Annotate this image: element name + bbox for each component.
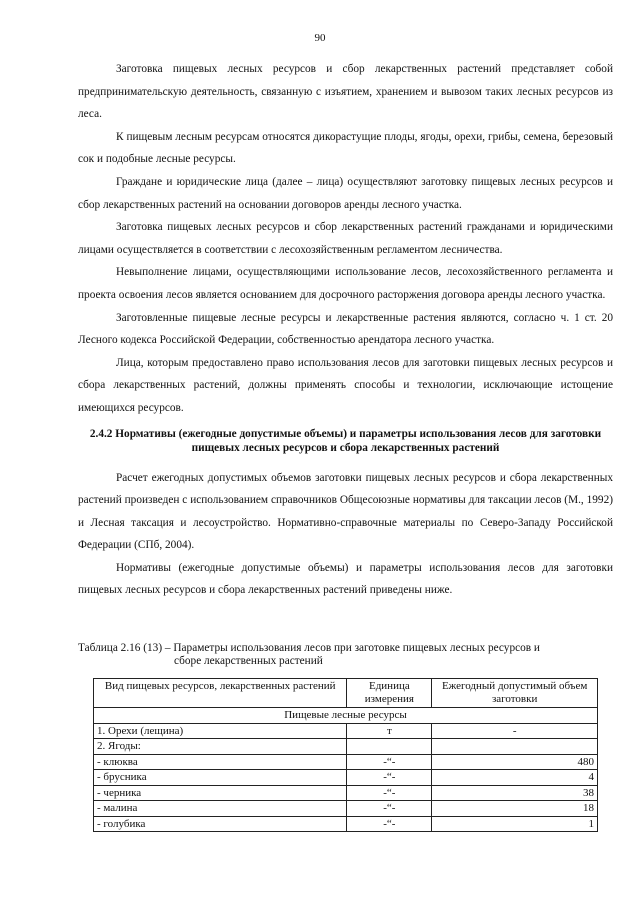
paragraph-harvesting-definition: Заготовка пищевых лесных ресурсов и сбор лекарственных растений представляет собой предпринимательскую деятельность, связанную с изъятием, хранением и вывозом таких лесных ресурсов из леса. — [78, 63, 613, 121]
cell-resource-name: - малина — [94, 801, 347, 817]
parameters-table — [93, 678, 598, 832]
section-heading: 2.4.2 Нормативы (ежегодные допустимые объемы) и параметры использования лесов для заготовки пищевых лесных ресурсов и сбора лекарственных растений — [89, 427, 602, 454]
table-row — [94, 816, 598, 832]
table-row — [94, 770, 598, 786]
cell-unit: -“- — [347, 754, 432, 770]
cell-volume: - — [432, 723, 598, 739]
cell-volume: 4 — [432, 770, 598, 786]
paragraph-non-compliance: Невыполнение лицами, осуществляющими использование лесов, лесохозяйственного регламента и проекта освоения лесов является основанием для досрочного расторжения договора аренды лесного участка. — [78, 266, 613, 301]
table-header-row — [94, 679, 598, 708]
cell-unit: -“- — [347, 770, 432, 786]
header-resource-type: Вид пищевых ресурсов, лекарственных растений — [94, 679, 347, 708]
table-row — [94, 801, 598, 817]
paragraph-citizens-and-entities: Граждане и юридические лица (далее – лица) осуществляют заготовку пищевых лесных ресурсов и сбор лекарственных растений на основании договоров аренды лесного участка. — [78, 175, 613, 211]
cell-resource-name: - голубика — [94, 816, 347, 832]
table-row — [94, 739, 598, 755]
cell-unit: -“- — [347, 816, 432, 832]
paragraph-ownership: Заготовленные пищевые лесные ресурсы и лекарственные растения являются, согласно ч. 1 ст. 20 Лесного кодекса Российской Федерации, собственностью арендатора лесного участка. — [78, 311, 613, 347]
cell-resource-name: - брусника — [94, 770, 347, 786]
table-caption-line-1: Таблица 2.16 (13) – Параметры использования лесов при заготовке пищевых лесных ресурсов и — [78, 642, 540, 654]
cell-volume — [432, 739, 598, 755]
table-row — [94, 754, 598, 770]
cell-resource-name: 2. Ягоды: — [94, 739, 347, 755]
cell-unit: т — [347, 723, 432, 739]
paragraph-sustainable-methods: Лица, которым предоставлено право использования лесов для заготовки пищевых лесных ресурсов и сбора лекарственных растений, должны применять способы и технологии, исключающие истощение имеющихся ресурсов. — [78, 356, 613, 414]
cell-volume: 1 — [432, 816, 598, 832]
cell-volume: 480 — [432, 754, 598, 770]
table-row — [94, 723, 598, 739]
cell-unit: -“- — [347, 801, 432, 817]
paragraph-calculation-sources: Расчет ежегодных допустимых объемов заготовки пищевых лесных ресурсов и сбора лекарственных растений произведен с использованием справочников Общесоюзные нормативы для таксации лесов (М., 1992) и Лесная таксация и лесоустройство. Нормативно-справочные материалы по Северо-Западу Российской Федерации (СПб, 2004). — [78, 471, 613, 552]
paragraph-regulation-compliance: Заготовка пищевых лесных ресурсов и сбор лекарственных растений гражданами и юридическими лицами осуществляется в соответствии с лесохозяйственным регламентом лесничества. — [78, 221, 613, 256]
header-unit: Единица измерения — [347, 679, 432, 708]
cell-resource-name: 1. Орехи (лещина) — [94, 723, 347, 739]
body-text — [78, 58, 613, 602]
group-food-resources: Пищевые лесные ресурсы — [94, 708, 598, 724]
cell-unit: -“- — [347, 785, 432, 801]
paragraph-food-resources: К пищевым лесным ресурсам относятся дикорастущие плоды, ягоды, орехи, грибы, семена, березовый сок и подобные лесные ресурсы. — [78, 130, 613, 166]
cell-unit — [347, 739, 432, 755]
table-caption-line-2: сборе лекарственных растений — [174, 654, 323, 667]
table-group-row — [94, 708, 598, 724]
header-annual-volume: Ежегодный допустимый объем заготовки — [432, 679, 598, 708]
table-row — [94, 785, 598, 801]
paragraph-norms-below: Нормативы (ежегодные допустимые объемы) и параметры использования лесов для заготовки пищевых лесных ресурсов и сбора лекарственных растений приведены ниже. — [78, 561, 613, 597]
cell-resource-name: - клюква — [94, 754, 347, 770]
page-number: 90 — [314, 32, 326, 44]
cell-volume: 38 — [432, 785, 598, 801]
cell-resource-name: - черника — [94, 785, 347, 801]
cell-volume: 18 — [432, 801, 598, 817]
table-caption — [78, 642, 613, 667]
